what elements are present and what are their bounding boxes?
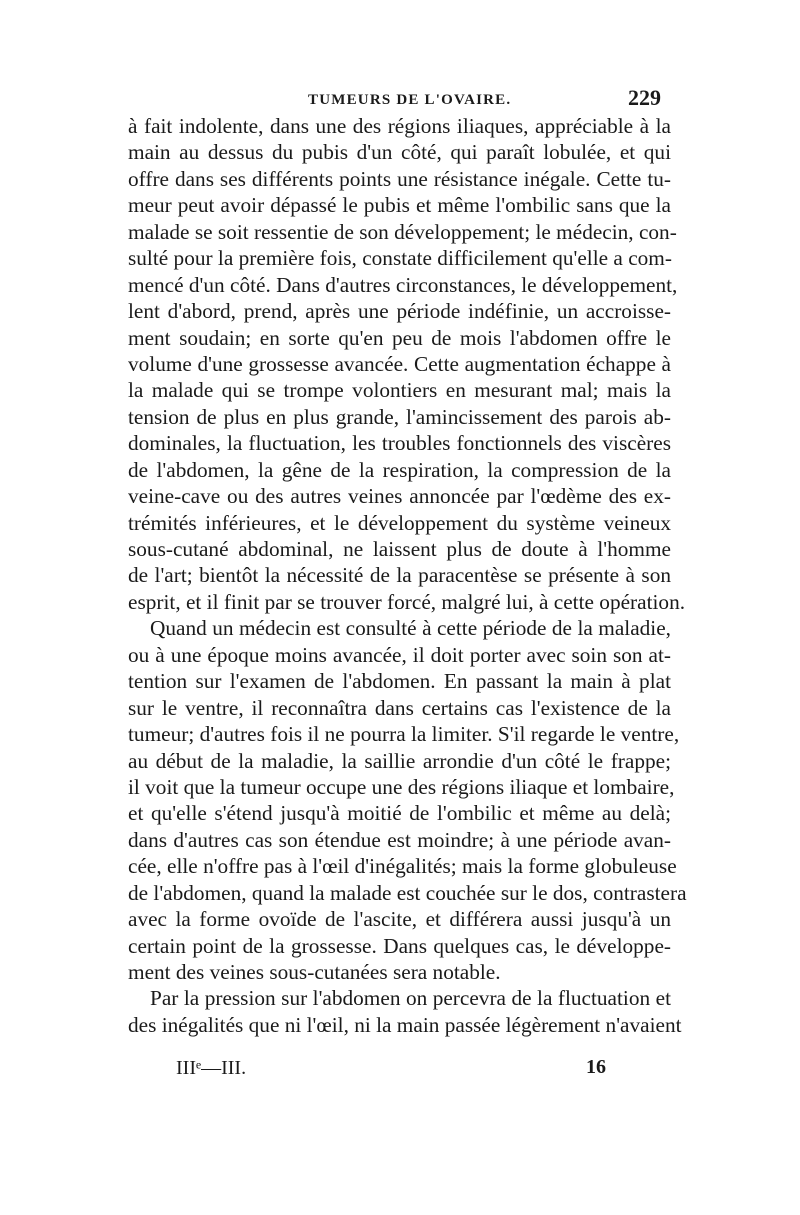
text-line: dans d'autres cas son étendue est moindre; à une période avan- — [128, 827, 671, 852]
running-title: TUMEURS DE L'OVAIRE. — [308, 92, 512, 108]
text-line: dominales, la fluctuation, les troubles fonctionnels des viscères — [128, 431, 671, 456]
text-line: ment soudain; en sorte qu'en peu de mois l'abdomen offre le — [128, 325, 671, 350]
text-line: main au dessus du pubis d'un côté, qui paraît lobulée, et qui — [128, 140, 671, 165]
text-line: de l'abdomen, la gêne de la respiration, la compression de la — [128, 457, 671, 482]
signature-mark: IIIᵉ—III. — [176, 1057, 247, 1079]
body-text — [128, 113, 687, 1038]
text-line: certain point de la grossesse. Dans quelques cas, le développe- — [128, 933, 671, 958]
text-line: il voit que la tumeur occupe une des régions iliaque et lombaire, — [128, 774, 675, 799]
text-line: de l'art; bientôt la nécessité de la paracentèse se présente à son — [128, 563, 671, 588]
text-line: meur peut avoir dépassé le pubis et même l'ombilic sans que la — [128, 193, 671, 218]
folio-number: 16 — [586, 1056, 606, 1078]
text-line: Par la pression sur l'abdomen on percevra de la fluctuation et — [150, 986, 671, 1011]
text-line: ou à une époque moins avancée, il doit porter avec soin son at- — [128, 642, 671, 667]
text-line: offre dans ses différents points une résistance inégale. Cette tu- — [128, 166, 671, 191]
text-line: avec la forme ovoïde de l'ascite, et différera aussi jusqu'à un — [128, 907, 671, 932]
text-line: trémités inférieures, et le développement du système veineux — [128, 510, 671, 535]
text-line: mencé d'un côté. Dans d'autres circonstances, le développement, — [128, 272, 678, 297]
text-line: sulté pour la première fois, constate difficilement qu'elle a com- — [128, 246, 672, 271]
text-line: et qu'elle s'étend jusqu'à moitié de l'ombilic et même au delà; — [128, 801, 671, 826]
text-line: malade se soit ressentie de son développement; le médecin, con- — [128, 219, 677, 244]
text-line: des inégalités que ni l'œil, ni la main passée légèrement n'avaient — [128, 1012, 682, 1037]
text-line: tention sur l'examen de l'abdomen. En passant la main à plat — [128, 669, 671, 694]
text-line: au début de la maladie, la saillie arrondie d'un côté le frappe; — [128, 748, 671, 773]
text-line: tumeur; d'autres fois il ne pourra la limiter. S'il regarde le ventre, — [128, 722, 680, 747]
text-line: veine-cave ou des autres veines annoncée par l'œdème des ex- — [128, 484, 671, 509]
page-number: 229 — [628, 85, 661, 110]
text-line: lent d'abord, prend, après une période indéfinie, un accroisse- — [128, 299, 671, 324]
text-line: ment des veines sous-cutanées sera notable. — [128, 960, 501, 984]
text-line: esprit, et il finit par se trouver forcé, malgré lui, à cette opération. — [128, 589, 686, 614]
text-line: Quand un médecin est consulté à cette période de la maladie, — [150, 616, 671, 641]
text-line: cée, elle n'offre pas à l'œil d'inégalités; mais la forme globuleuse — [128, 854, 677, 879]
text-line: à fait indolente, dans une des régions iliaques, appréciable à la — [128, 114, 671, 138]
text-line: volume d'une grossesse avancée. Cette augmentation échappe à — [128, 351, 671, 376]
text-line: sur le ventre, il reconnaîtra dans certains cas l'existence de la — [128, 695, 671, 720]
text-line: tension de plus en plus grande, l'amincissement des parois ab- — [128, 404, 671, 429]
text-line: sous-cutané abdominal, ne laissent plus de doute à l'homme — [128, 537, 671, 561]
text-line: de l'abdomen, quand la malade est couchée sur le dos, contrastera — [128, 880, 687, 905]
text-line: la malade qui se trompe volontiers en mesurant mal; mais la — [128, 378, 671, 403]
